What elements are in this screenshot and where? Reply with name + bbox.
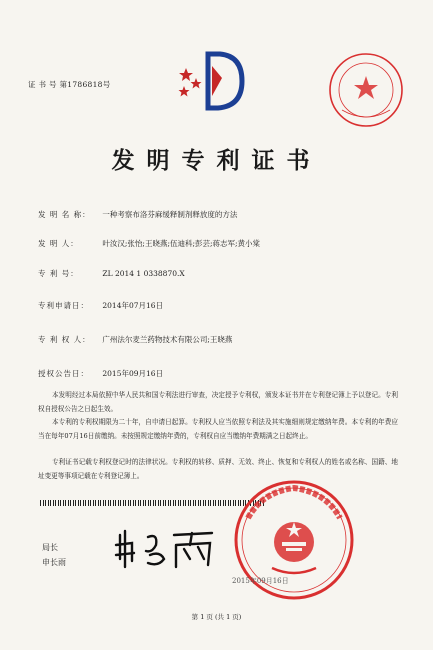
invention-name-value: 一种考察布洛芬麻缓释制剂释放度的方法 [102, 210, 238, 219]
patentee-row [38, 334, 232, 345]
paragraph-term: 本专利的专利权期限为二十年，自申请日起算。专利权人应当依照专利法及其实施细则规定缴纳年费。本专利的年费应当在每年07月16日前缴纳。未按照规定缴纳年费的，专利权自应当缴纳年费期满之日起终止。 [38, 418, 398, 440]
application-date-value: 2014年07月16日 [102, 301, 164, 310]
application-date-label: 专利申请日： [38, 301, 89, 310]
patentee-value: 广州法尔麦兰药物技术有限公司;王晓燕 [102, 335, 233, 344]
page-title: 发明专利证书 [111, 147, 322, 174]
seal-date: 2015年09月16日 [232, 577, 289, 585]
barcode [40, 500, 264, 506]
patent-number-label: 专 利 号： [38, 269, 79, 278]
grant-date-label: 授权公告日： [38, 369, 89, 378]
inventors-label: 发 明 人： [38, 239, 79, 248]
patent-number-row [38, 268, 185, 279]
patent-number-value: ZL 2014 1 0338870.X [102, 269, 185, 278]
handwritten-signature-icon [112, 525, 222, 571]
certificate-number: 证 书 号 第1786818号 [28, 80, 111, 89]
invention-name-label: 发 明 名 称： [38, 210, 91, 219]
inventors-row [38, 238, 260, 249]
inventors-value: 叶汝汉;张怡;王晓燕;伍迪科;彭芸;蒋志军;黄小棠 [102, 239, 261, 248]
paragraph-grant: 本发明经过本局依照中华人民共和国专利法进行审查，决定授予专利权，颁发本证书并在专利登记簿上予以登记。专利权自授权公告之日起生效。 [38, 391, 398, 413]
grant-date-row [38, 368, 163, 379]
application-date-row [38, 300, 163, 311]
director-title: 局长 [42, 543, 58, 552]
sipo-emblem-icon [172, 48, 250, 114]
patentee-label: 专 利 权 人： [38, 335, 91, 344]
director-name: 申长雨 [42, 558, 66, 567]
top-right-seal-icon [326, 50, 406, 130]
invention-name-row [38, 209, 237, 220]
paragraph-status: 专利证书记载专利权登记时的法律状况。专利权的转移、质押、无效、终止、恢复和专利权人的姓名或名称、国籍、地址变更等事项记载在专利登记簿上。 [38, 458, 398, 480]
page-footer: 第 1 页 (共 1 页) [191, 613, 242, 621]
grant-date-value: 2015年09月16日 [102, 369, 164, 378]
